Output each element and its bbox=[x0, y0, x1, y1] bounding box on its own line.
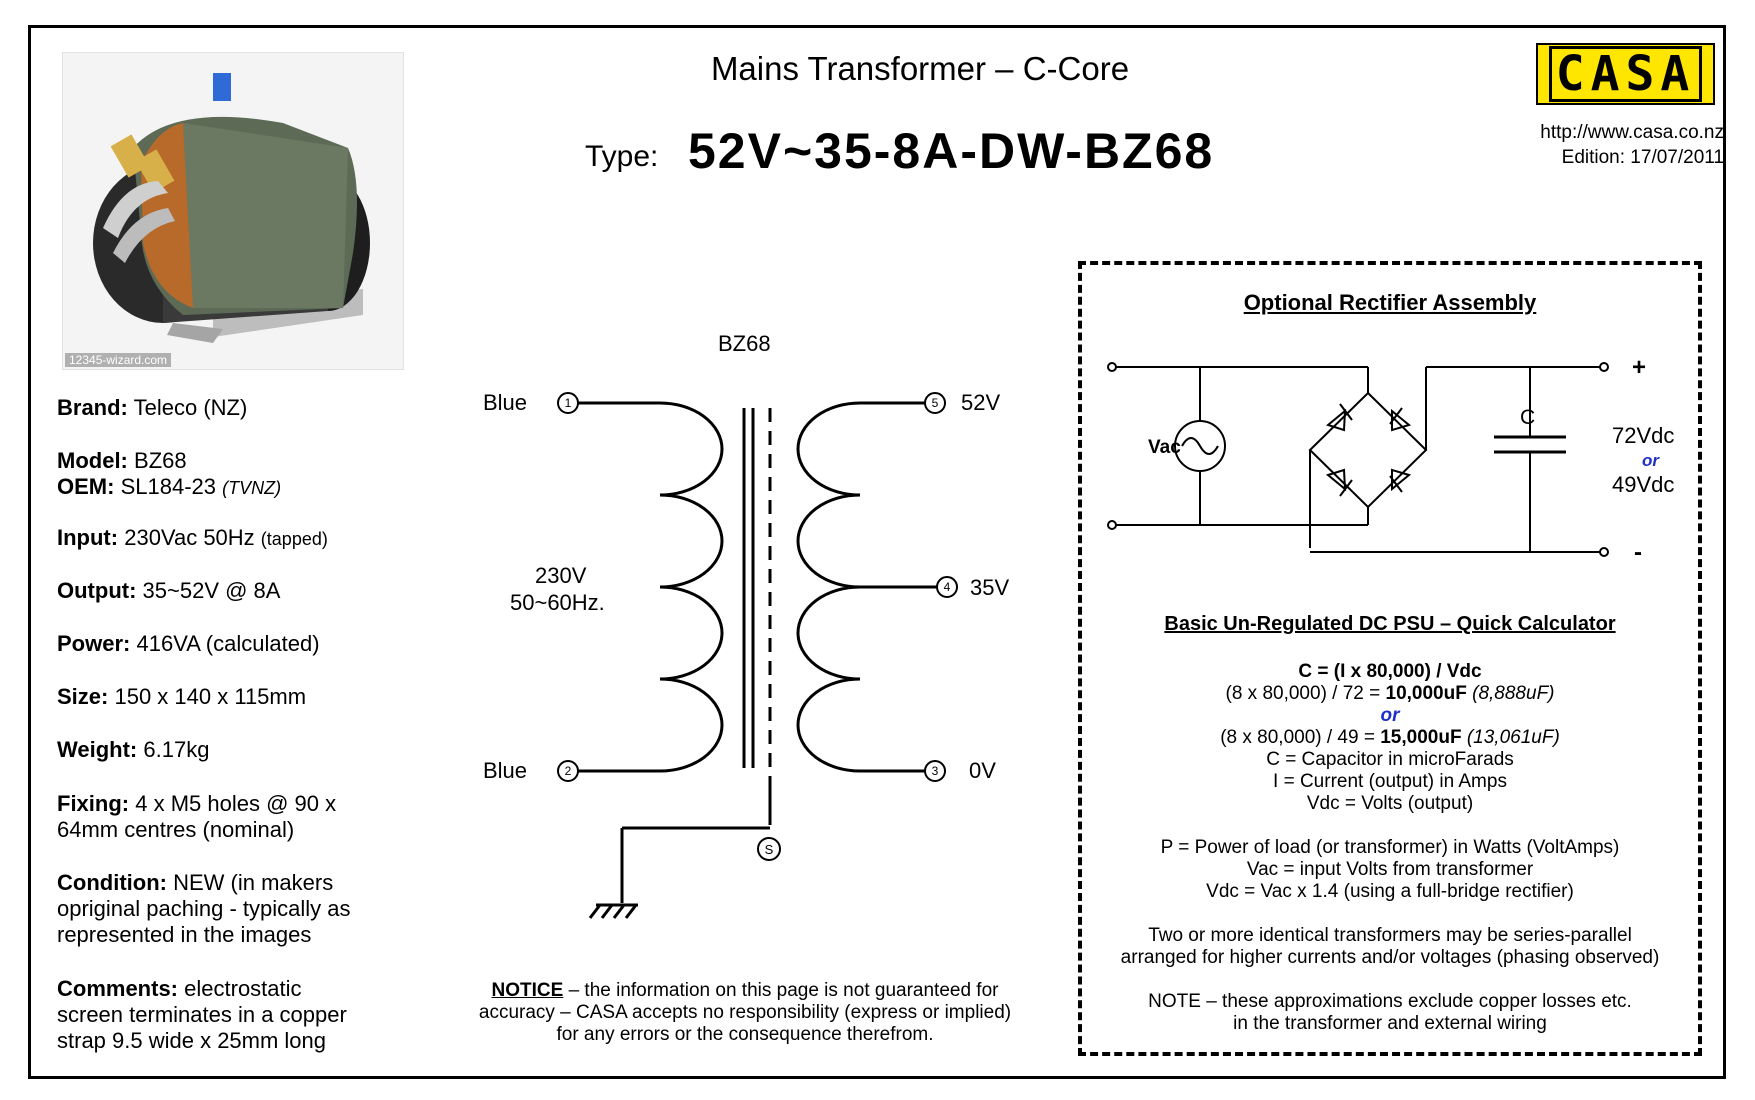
output-voltage-1: 72Vdc bbox=[1612, 423, 1675, 448]
input-note: (tapped) bbox=[260, 529, 328, 549]
example-2-exact: (13,061uF) bbox=[1466, 727, 1560, 748]
source-label: Vac bbox=[1148, 437, 1181, 458]
output-voltage-2: 49Vdc bbox=[1612, 472, 1675, 497]
size-label: Size: bbox=[57, 684, 109, 709]
website-url[interactable]: http://www.casa.co.nz bbox=[1540, 122, 1724, 143]
calculator-or: or bbox=[1380, 705, 1400, 726]
pin-3-number: 3 bbox=[931, 764, 939, 778]
transformer-model-label: BZ68 bbox=[718, 331, 771, 356]
input-label: Input: bbox=[57, 525, 119, 550]
comments-value-1: electrostatic bbox=[184, 976, 302, 1001]
model-value: BZ68 bbox=[134, 448, 187, 473]
oem-label: OEM: bbox=[57, 474, 115, 499]
pin-5-number: 5 bbox=[931, 396, 939, 410]
oem-note: (TVNZ) bbox=[222, 478, 282, 498]
screen-pin-label: S bbox=[764, 842, 774, 857]
output-value: 35~52V @ 8A bbox=[142, 578, 281, 603]
output-terminal-plus bbox=[1600, 363, 1608, 371]
power-value: 416VA (calculated) bbox=[136, 631, 320, 656]
example-2-prefix: (8 x 80,000) / 49 = bbox=[1220, 727, 1381, 748]
condition-value-1: NEW (in makers bbox=[173, 870, 334, 895]
primary-voltage-label: 230V bbox=[535, 563, 587, 588]
series-note-1: Two or more identical transformers may be series-parallel bbox=[1148, 925, 1632, 946]
type-label: Type: bbox=[585, 140, 659, 173]
primary-bottom-lead-label: Blue bbox=[483, 758, 528, 783]
comments-value-3: strap 9.5 wide x 25mm long bbox=[57, 1028, 327, 1053]
input-terminal-top bbox=[1108, 363, 1116, 371]
type-value: 52V~35-8A-DW-BZ68 bbox=[688, 123, 1215, 179]
page-title: Mains Transformer – C-Core bbox=[710, 50, 1130, 87]
fixing-value-1: 4 x M5 holes @ 90 x bbox=[135, 791, 337, 816]
brand-label: Brand: bbox=[57, 395, 128, 420]
capacitor-formula: C = (I x 80,000) / Vdc bbox=[1298, 661, 1482, 682]
minus-terminal-label: - bbox=[1634, 539, 1642, 566]
logo-text: CASA bbox=[1549, 46, 1703, 102]
approximation-note-1: NOTE – these approximations exclude copper losses etc. bbox=[1148, 991, 1632, 1012]
pin-1-number: 1 bbox=[564, 396, 572, 410]
primary-frequency-label: 50~60Hz. bbox=[510, 590, 605, 615]
comments-value-2: screen terminates in a copper bbox=[57, 1002, 347, 1027]
power-label: Power: bbox=[57, 631, 131, 656]
calculator-formula bbox=[1078, 661, 1702, 683]
definition-c: C = Capacitor in microFarads bbox=[1266, 749, 1514, 770]
output-terminal-minus bbox=[1600, 548, 1608, 556]
approximation-note-2: in the transformer and external wiring bbox=[1233, 1013, 1547, 1034]
vdc-formula: Vdc = Vac x 1.4 (using a full-bridge rectifier) bbox=[1206, 881, 1574, 902]
definition-vac: Vac = input Volts from transformer bbox=[1246, 859, 1534, 880]
secondary-0v-label: 0V bbox=[969, 758, 996, 783]
weight-label: Weight: bbox=[57, 737, 138, 762]
example-1-exact: (8,888uF) bbox=[1472, 683, 1555, 704]
weight-value: 6.17kg bbox=[143, 737, 210, 762]
input-value: 230Vac 50Hz bbox=[124, 525, 255, 550]
secondary-35v-label: 35V bbox=[970, 575, 1010, 600]
pin-2-number: 2 bbox=[564, 764, 572, 778]
definition-vdc: Vdc = Volts (output) bbox=[1306, 793, 1474, 814]
notice-text-1: – the information on this page is not guaranteed for bbox=[563, 980, 999, 1001]
input-terminal-bottom bbox=[1108, 521, 1116, 529]
rectifier-title: Optional Rectifier Assembly bbox=[1243, 290, 1537, 315]
secondary-52v-label: 52V bbox=[961, 390, 1001, 415]
calculator-example-1 bbox=[1078, 683, 1702, 705]
notice-text-2: accuracy – CASA accepts no responsibility (express or implied) bbox=[478, 1002, 1012, 1023]
notice-text-3: for any errors or the consequence therefrom. bbox=[556, 1024, 934, 1045]
condition-value-3: represented in the images bbox=[57, 922, 312, 947]
notice-block bbox=[450, 980, 1040, 1046]
calculator-title: Basic Un-Regulated DC PSU – Quick Calculator bbox=[1164, 613, 1616, 635]
output-label: Output: bbox=[57, 578, 137, 603]
size-value: 150 x 140 x 115mm bbox=[114, 684, 307, 709]
calculator-example-2 bbox=[1078, 727, 1702, 749]
definition-i: I = Current (output) in Amps bbox=[1273, 771, 1507, 792]
photo-caption: 12345-wizard.com bbox=[65, 353, 171, 367]
definition-p: P = Power of load (or transformer) in Watts (VoltAmps) bbox=[1160, 837, 1620, 858]
model-label: Model: bbox=[57, 448, 128, 473]
series-note-2: arranged for higher currents and/or voltages (phasing observed) bbox=[1120, 947, 1660, 968]
brand-value: Teleco (NZ) bbox=[133, 395, 248, 420]
condition-value-2: opriginal paching - typically as bbox=[57, 896, 351, 921]
condition-label: Condition: bbox=[57, 870, 167, 895]
fixing-label: Fixing: bbox=[57, 791, 130, 816]
example-1-result: 10,000uF bbox=[1385, 683, 1467, 704]
comments-label: Comments: bbox=[57, 976, 179, 1001]
capacitor-label: C bbox=[1520, 406, 1536, 429]
output-or: or bbox=[1642, 451, 1659, 470]
plus-terminal-label: + bbox=[1632, 354, 1647, 381]
example-1-prefix: (8 x 80,000) / 72 = bbox=[1225, 683, 1386, 704]
pin-4-number: 4 bbox=[943, 580, 951, 594]
primary-top-lead-label: Blue bbox=[483, 390, 528, 415]
example-2-result: 15,000uF bbox=[1380, 727, 1462, 748]
fixing-value-2: 64mm centres (nominal) bbox=[57, 817, 295, 842]
oem-value: SL184-23 bbox=[120, 474, 216, 499]
notice-label: NOTICE bbox=[491, 980, 564, 1001]
edition-date: Edition: 17/07/2011 bbox=[1561, 147, 1724, 168]
